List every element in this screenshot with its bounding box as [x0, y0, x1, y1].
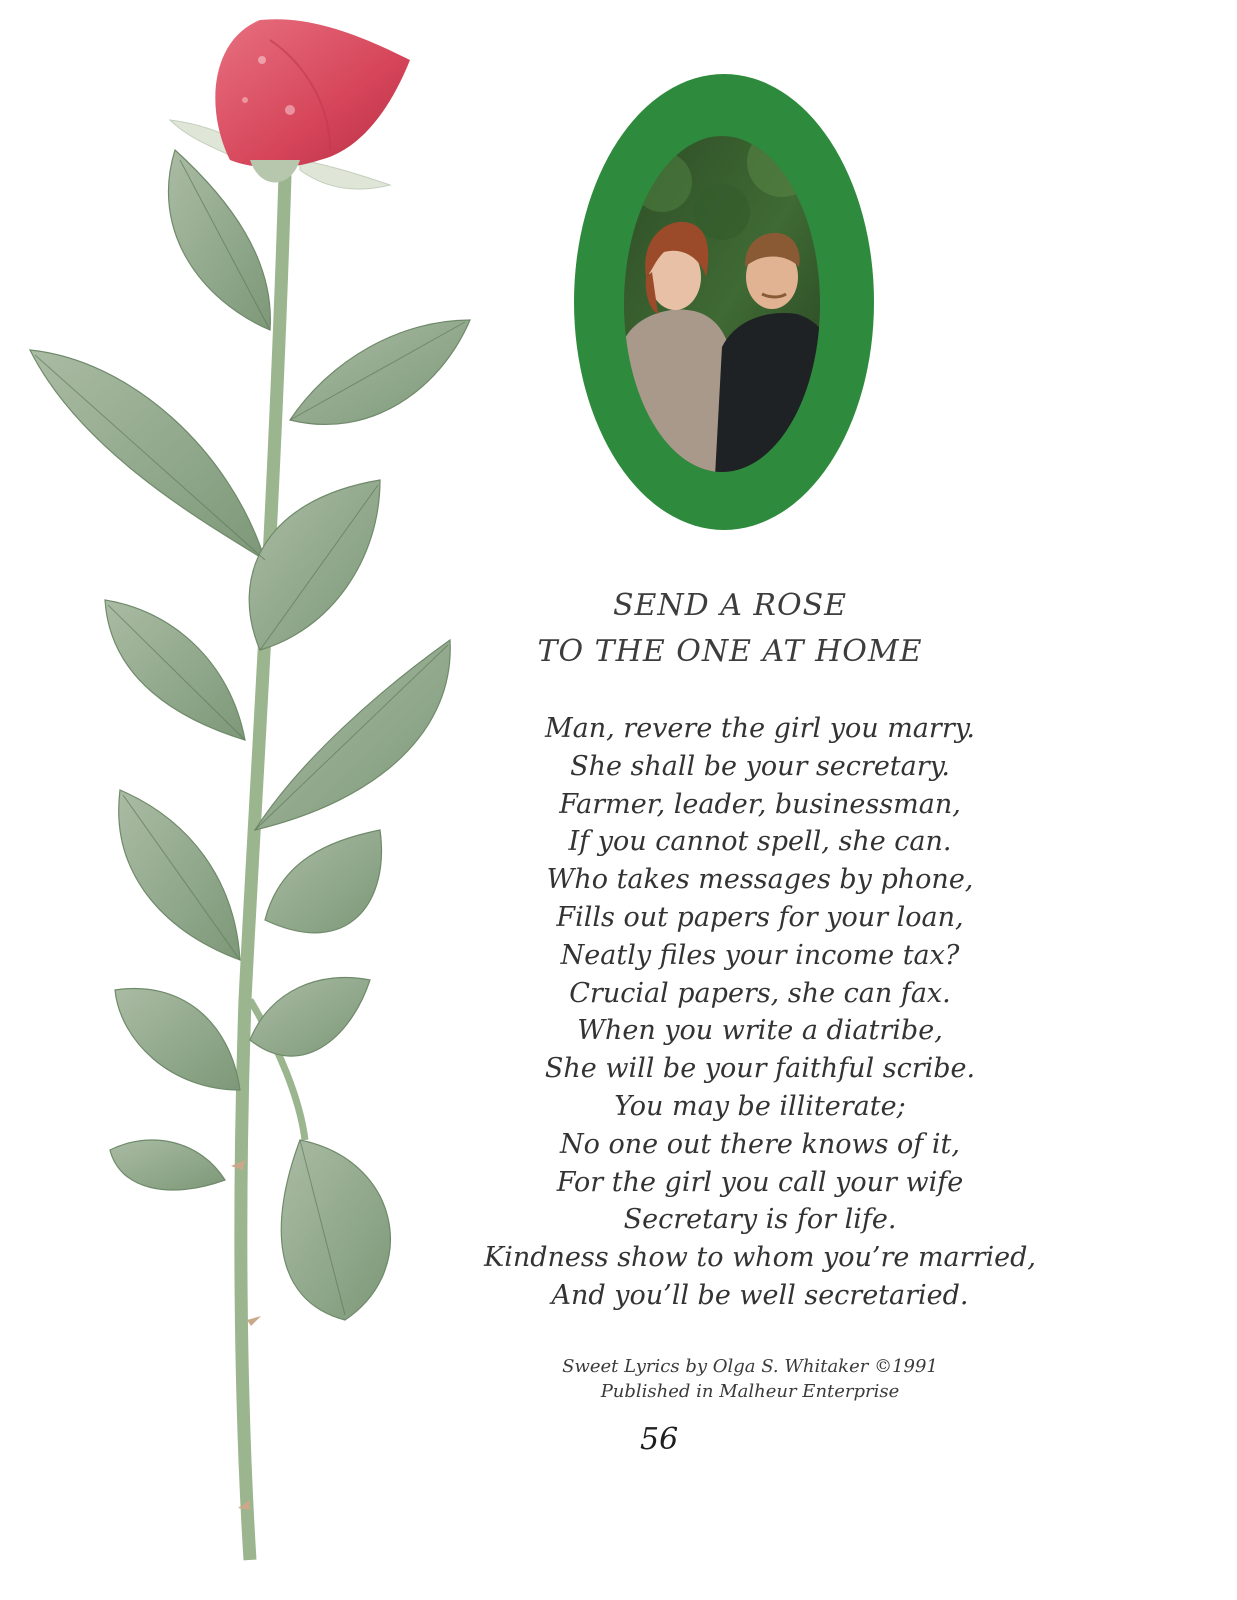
page-number: 56	[640, 1422, 679, 1457]
poem-line: Man, revere the girl you marry.	[545, 713, 975, 744]
poem-line: Kindness show to whom you’re married,	[484, 1242, 1036, 1274]
poem-line: She shall be your secretary.	[570, 750, 950, 782]
poem-line: Who takes messages by phone,	[546, 864, 974, 896]
poem-line: No one out there knows of it,	[560, 1128, 960, 1160]
poem-title-line-2: TO THE ONE AT HOME	[537, 634, 923, 669]
poem-title-line-1: SEND A ROSE	[612, 588, 848, 623]
poem-line: For the girl you call your wife	[556, 1166, 964, 1198]
poem-line: She will be your faithful scribe.	[544, 1053, 976, 1085]
poem-line: If you cannot spell, she can.	[568, 826, 952, 858]
poem-line: Farmer, leader, businessman,	[559, 788, 961, 820]
poem-line: Neatly files your income tax?	[560, 939, 960, 971]
couple-photo-frame	[572, 72, 876, 532]
poem-line: Secretary is for life.	[623, 1204, 897, 1236]
poem-line: Fills out papers for your loan,	[556, 901, 964, 933]
poem-line: And you’ll be well secretaried.	[551, 1279, 969, 1311]
publication-credit: Published in Malheur Enterprise	[600, 1381, 900, 1402]
poem-line: You may be illiterate;	[614, 1090, 906, 1122]
rose-leaves	[30, 150, 470, 1320]
poem-line: Crucial papers, she can fax.	[569, 977, 951, 1009]
rose-illustration	[0, 0, 500, 1600]
rose-bud	[215, 19, 410, 167]
author-credit: Sweet Lyrics by Olga S. Whitaker ©1991	[562, 1356, 938, 1377]
poem-body	[440, 710, 1080, 1315]
poem-line: When you write a diatribe,	[577, 1015, 943, 1047]
rose-stem	[241, 175, 285, 1560]
